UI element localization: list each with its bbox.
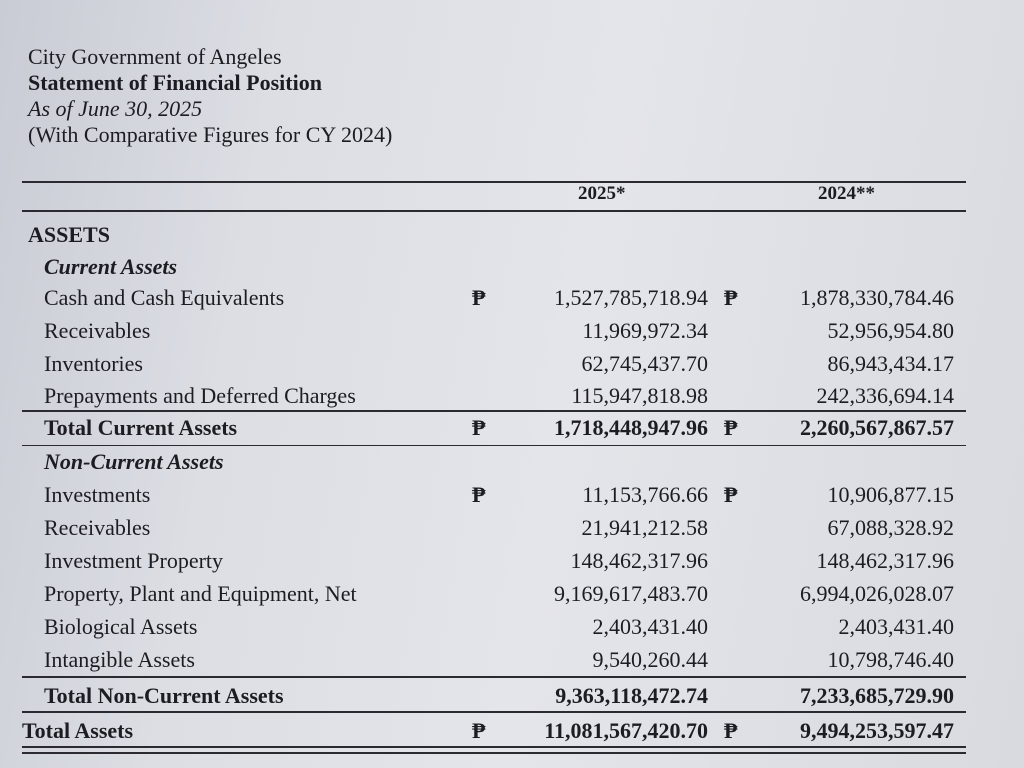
section-current-assets [0, 251, 1024, 283]
section-noncurrent-assets [0, 446, 1024, 478]
table-row-total [0, 412, 1024, 444]
value-2024: 2,403,431.40 [838, 614, 954, 639]
value-2024: 9,494,253,597.47 [800, 718, 954, 743]
value-2025: 115,947,818.98 [571, 383, 708, 408]
total-rule [22, 711, 966, 713]
value-2024: 242,336,694.14 [816, 383, 954, 408]
row-label: Intangible Assets [44, 647, 195, 672]
peso-sign: ₱ [724, 285, 738, 310]
organization-name: City Government of Angeles [28, 44, 282, 69]
row-label: Total Assets [22, 718, 134, 743]
peso-sign: ₱ [472, 482, 486, 507]
table-row [0, 644, 1024, 676]
value-2025: 9,363,118,472.74 [555, 683, 708, 708]
value-2025: 2,403,431.40 [592, 614, 708, 639]
section-label: Non-Current Assets [44, 449, 224, 474]
value-2025: 11,081,567,420.70 [544, 718, 708, 743]
value-2024: 148,462,317.96 [816, 548, 954, 573]
value-2024: 86,943,434.17 [827, 351, 954, 376]
value-2025: 62,745,437.70 [581, 351, 708, 376]
table-row [0, 512, 1024, 544]
statement-title: Statement of Financial Position [28, 70, 322, 95]
value-2024: 10,906,877.15 [827, 482, 954, 507]
row-label: Prepayments and Deferred Charges [44, 383, 356, 408]
row-label: Property, Plant and Equipment, Net [44, 581, 357, 606]
peso-sign: ₱ [724, 718, 738, 743]
comparative-note: (With Comparative Figures for CY 2024) [28, 122, 393, 147]
table-row [0, 380, 1024, 412]
value-2025: 11,153,766.66 [582, 482, 708, 507]
value-2024: 67,088,328.92 [827, 515, 954, 540]
peso-sign: ₱ [472, 718, 486, 743]
peso-sign: ₱ [472, 415, 486, 440]
statement-header [28, 44, 392, 148]
value-2025: 21,941,212.58 [581, 515, 708, 540]
row-label: Receivables [44, 318, 151, 343]
row-label: Biological Assets [44, 614, 198, 639]
peso-sign: ₱ [724, 415, 738, 440]
section-assets [0, 219, 1024, 251]
table-row [0, 545, 1024, 577]
row-label: Total Current Assets [44, 415, 238, 440]
row-label: Inventories [44, 351, 143, 376]
table-row [0, 611, 1024, 643]
value-2024: 1,878,330,784.46 [800, 285, 954, 310]
table-row-grand-total [0, 715, 1024, 747]
column-header-2024: 2024** [818, 183, 875, 204]
value-2024: 6,994,026,028.07 [800, 581, 954, 606]
section-label: Current Assets [44, 254, 178, 279]
value-2025: 11,969,972.34 [582, 318, 708, 343]
row-label: Investments [44, 482, 151, 507]
subtotal-rule [22, 676, 966, 678]
value-2025: 1,718,448,947.96 [554, 415, 708, 440]
table-row [0, 348, 1024, 380]
table-row [0, 282, 1024, 314]
value-2025: 1,527,785,718.94 [554, 285, 708, 310]
section-label: ASSETS [28, 222, 110, 247]
value-2024: 2,260,567,867.57 [800, 415, 954, 440]
value-2025: 9,169,617,483.70 [554, 581, 708, 606]
value-2024: 7,233,685,729.90 [800, 683, 954, 708]
table-row [0, 479, 1024, 511]
table-row [0, 578, 1024, 610]
statement-date: As of June 30, 2025 [28, 96, 203, 121]
table-row-total [0, 680, 1024, 712]
value-2024: 52,956,954.80 [827, 318, 954, 343]
row-label: Total Non-Current Assets [44, 683, 284, 708]
value-2025: 148,462,317.96 [570, 548, 708, 573]
row-label: Cash and Cash Equivalents [44, 285, 285, 310]
value-2024: 10,798,746.40 [827, 647, 954, 672]
header-bottom-rule [22, 210, 966, 212]
value-2025: 9,540,260.44 [592, 647, 708, 672]
row-label: Investment Property [44, 548, 224, 573]
peso-sign: ₱ [724, 482, 738, 507]
row-label: Receivables [44, 515, 151, 540]
column-header-2025: 2025* [578, 183, 626, 204]
table-row [0, 315, 1024, 347]
grand-total-double-rule [22, 746, 966, 754]
peso-sign: ₱ [472, 285, 486, 310]
